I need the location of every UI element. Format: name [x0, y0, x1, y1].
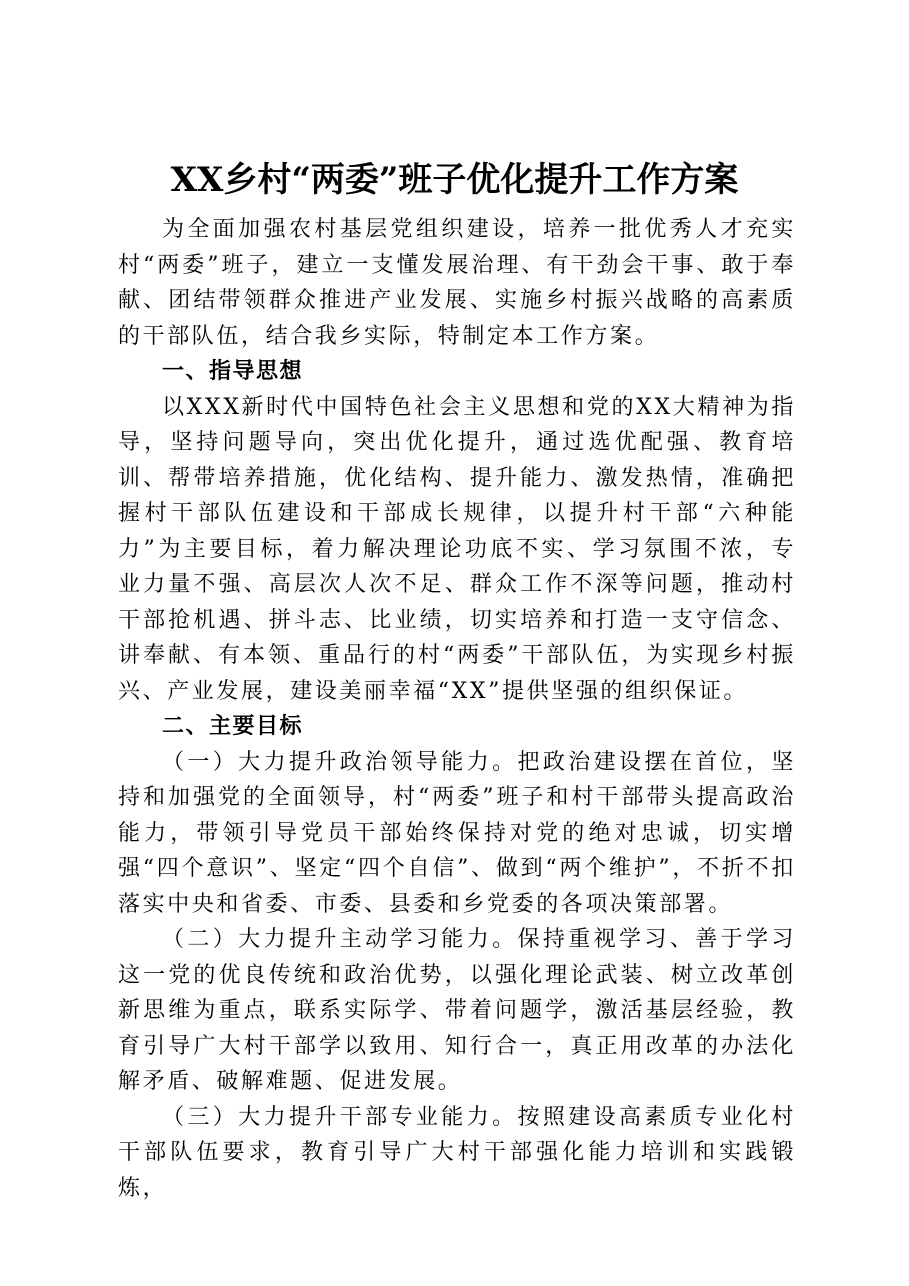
section-heading-main-goals: 二、主要目标: [162, 714, 304, 739]
goal-item-active-learning: （二）大力提升主动学习能力。保持重视学习、善于学习这一党的优良传统和政治优势，以强化理论武装、树立改革创新思维为重点，联系实际学、带着问题学，激活基层经验，教育引导广大村干部学以致用、知行合一，真正用改革的办法化解矛盾、破解难题、促进发展。: [118, 927, 796, 1094]
section-heading-guiding-ideology: 一、指导思想: [162, 359, 304, 384]
document-title: XX乡村“两委”班子优化提升工作方案: [170, 160, 739, 200]
guiding-ideology-paragraph: 以XXX新时代中国特色社会主义思想和党的XX大精神为指导，坚持问题导向，突出优化提升，通过选优配强、教育培训、帮带培养措施，优化结构、提升能力、激发热情，准确把握村干部队伍建设和干部成长规律，以提升村干部“六种能力”为主要目标，着力解决理论功底不实、学习氛围不浓，专业力量不强、高层次人次不足、群众工作不深等问题，推动村干部抢机遇、拼斗志、比业绩，切实培养和打造一支守信念、讲奉献、有本领、重品行的村“两委”干部队伍，为实现乡村振兴、产业发展，建设美丽幸福“XX”提供坚强的组织保证。: [118, 394, 796, 704]
goal-item-political-leadership: （一）大力提升政治领导能力。把政治建设摆在首位，坚持和加强党的全面领导，村“两委”班子和村干部带头提高政治能力，带领引导党员干部始终保持对党的绝对忠诚，切实增强“四个意识”、坚定“四个自信”、做到“两个维护”，不折不扣落实中央和省委、市委、县委和乡党委的各项决策部署。: [118, 749, 796, 917]
goal-item-professional-ability: （三）大力提升干部专业能力。按照建设高素质专业化村干部队伍要求，教育引导广大村干部强化能力培训和实践锻炼，: [118, 1104, 796, 1201]
intro-paragraph: 为全面加强农村基层党组织建设，培养一批优秀人才充实村“两委”班子，建立一支懂发展治理、有干劲会干事、敢于奉献、团结带领群众推进产业发展、实施乡村振兴战略的高素质的干部队伍，结合我乡实际，特制定本工作方案。: [118, 217, 796, 349]
document-body: [118, 212, 796, 1206]
